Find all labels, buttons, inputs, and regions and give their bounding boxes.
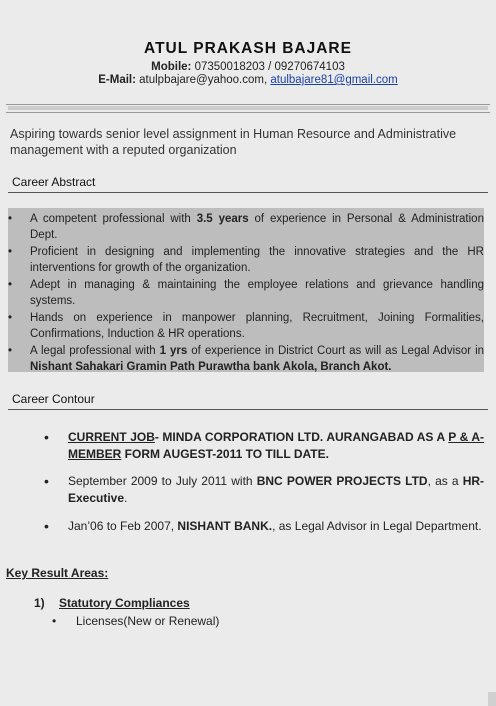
career-abstract-list xyxy=(8,208,484,372)
mobile-line xyxy=(0,61,496,73)
contour-item: • Jan’06 to Feb 2007, NISHANT BANK., as Legal Advisor in Legal Department. xyxy=(44,518,482,534)
bullet-icon: • xyxy=(44,473,49,489)
kra-subsection xyxy=(34,596,190,610)
bullet-icon: • xyxy=(8,345,13,357)
abstract-item: • A legal professional with 1 yrs of experience in District Court as will as Legal Advisor in Nishant Sahakari Gramin Path Purawtha bank Akola, Branch Akot. xyxy=(8,345,485,373)
abstract-item: • Adept in managing & maintaining the employee relations and grievance handling systems. xyxy=(8,279,484,307)
kra-number: 1) xyxy=(34,596,45,610)
email-label: E-Mail: xyxy=(98,74,136,86)
email-value: atulpbajare@yahoo.com, xyxy=(135,74,271,86)
section-career-contour xyxy=(8,392,488,410)
section-underline xyxy=(8,409,488,410)
contour-item: • September 2009 to July 2011 with BNC POWER PROJECTS LTD, as a HR-Executive. xyxy=(44,473,485,505)
candidate-name: ATUL PRAKASH BAJARE xyxy=(144,40,352,57)
kra-title: Statutory Compliances xyxy=(59,596,190,610)
bullet-icon: • xyxy=(8,213,13,225)
section-career-abstract xyxy=(8,175,488,193)
kra-item-text: Licenses(New or Renewal) xyxy=(76,614,220,628)
mobile-label: Mobile: xyxy=(151,61,192,73)
header-divider-lower xyxy=(6,112,490,113)
header-divider xyxy=(6,104,490,105)
key-result-areas-title: Key Result Areas: xyxy=(6,566,109,580)
email-link[interactable]: atulbajare81@gmail.com xyxy=(270,74,398,86)
section-underline xyxy=(8,192,488,193)
page-corner-marker xyxy=(488,692,496,706)
resume-header xyxy=(0,40,496,86)
kra-list-item xyxy=(52,614,219,628)
bullet-icon: • xyxy=(44,518,49,534)
contour-item: • CURRENT JOB- MINDA CORPORATION LTD. AURANGABAD AS A P & A-MEMBER FORM AUGEST-2011 TO TILL DATE. xyxy=(44,429,485,461)
abstract-item: • A competent professional with 3.5 years of experience in Personal & Administration Dept. xyxy=(8,213,484,241)
email-line xyxy=(0,74,496,86)
mobile-value: 07350018203 / 09270674103 xyxy=(191,61,345,73)
bullet-icon: • xyxy=(52,614,57,628)
section-title: Career Contour xyxy=(12,392,95,406)
abstract-item: • Proficient in designing and implementing the innovative strategies and the HR interventions for growth of the organization. xyxy=(8,246,484,274)
bullet-icon: • xyxy=(44,429,49,445)
abstract-item: • Hands on experience in manpower planning, Recruitment, Joining Formalities, Confirmations, Induction & HR operations. xyxy=(8,312,484,340)
bullet-icon: • xyxy=(8,246,13,258)
bullet-icon: • xyxy=(8,279,13,291)
bullet-icon: • xyxy=(8,312,13,324)
header-highlight-bar xyxy=(8,106,488,110)
career-objective: Aspiring towards senior level assignment in Human Resource and Administrative management with a reputed organization xyxy=(10,127,457,157)
section-title: Career Abstract xyxy=(12,175,96,189)
